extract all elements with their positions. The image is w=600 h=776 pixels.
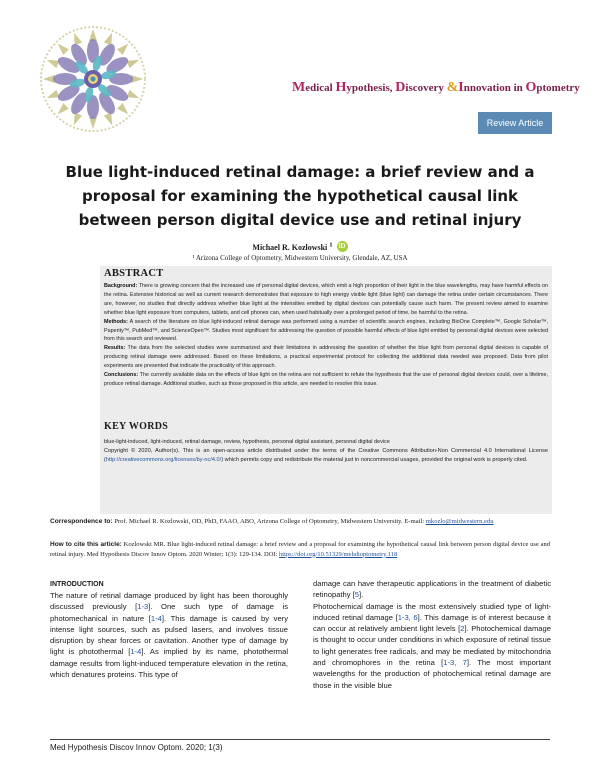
article-title: Blue light-induced retinal damage: a brief review and a proposal for examining the hypothetical causal link between person digital device use and retinal injury (65, 163, 535, 229)
article-type-badge: Review Article (478, 112, 552, 134)
citation-ref[interactable]: 1-3 (137, 602, 149, 612)
citation-ref[interactable]: 1-3, 7 (443, 658, 467, 668)
citation: How to cite this article: Kozlowski MR. Blue light-induced retinal damage: a brief review and a proposal for examining the hypothetical causal link between person digital device use and retinal injury. Med Hypothesis Discov Innov Optom. 2020 Winter; 1(3): 129-134. DOI: https://doi.org/10.51329/mehdioptometry.118 (50, 541, 551, 558)
affiliation: ¹ Arizona College of Optometry, Midwestern University, Glendale, AZ, USA (192, 254, 408, 262)
body-column-left: The nature of retinal damage produced by light has been thoroughly discussed previously [1-3]. One such type of damage is photomechanical in nature [1-4]. This damage is caused by very intense light sources, such as pulsed lasers, and involves tissue disruption by shear forces or cavitation. Another type of damage by light is photothermal [1-4]. As implied by its name, photothermal damage results from light-induced temperature elevation in the retina, which denatures proteins. This type of (50, 591, 289, 680)
correspondence-email-link[interactable]: mkozlo@midwestern.edu (425, 518, 494, 525)
citation-ref[interactable]: 2 (460, 624, 465, 634)
author-affiliation-marker: 1 (329, 241, 333, 249)
abstract-heading: ABSTRACT (104, 268, 164, 279)
abstract-background: Background: There is growing concern that the increased use of personal digital devices, which emit a high proportion of their light in the blue wavelengths, may have harmful effects on the retina. Extensive historical as well as current research demonstrates that exposure to high energy visible light (blue light) can damage the retina under certain circumstances. There are, however, no studies that directly address whether blue light at the intensities emitted by digital devices can potentially cause such harm. The present review aimed to examine whether blue light exposure from computers, tablets, and cell phones can, when used habitually over a prolonged period of time, be harmful to the retina. (104, 283, 549, 316)
keywords-list: blue-light-induced, light-induced, retinal damage, review, hypothesis, personal digital assistant, personal digital device (104, 439, 390, 445)
abstract-results: Results: The data from the selected studies were summarized and their limitations in addressing the question of whether the blue light from personal digital devices is capable of producing retinal damage were addressed. Based on these limitations, a practical experimental protocol for collecting the additional data needed was proposed. Data from pilot experiments are presented that indicate the practicality of this approach. (104, 345, 548, 370)
citation-ref[interactable]: 1-3, 6 (397, 612, 418, 622)
abstract-methods: Methods: A search of the literature on blue light-induced retinal damage was performed using a number of scientific search engines, including BioOne Complete™, Google Scholar™, Paperity™, PubMed™, and ScienceOpen™. Studies most significant for addressing the question of possible harmful effects of blue light emitted by personal digital devices were selected from this search and reviewed. (104, 318, 548, 343)
journal-name: Medical Hypothesis, Discovery &Innovation in Optometry (292, 80, 580, 95)
section-heading-introduction: INTRODUCTION (50, 581, 104, 588)
copyright-notice: Copyright © 2020, Author(s). This is an open-access article distributed under the terms of the Creative Commons Attribution-Non Commercial 4.0 International License (http://creativecommons.org/licenses/by-nc/4.0/) which permits copy and redistribute the material just in noncommercial usages, provided the original work is properly cited. (104, 448, 548, 463)
page-footer: Med Hypothesis Discov Innov Optom. 2020; 1(3) (50, 743, 223, 752)
citation-ref[interactable]: 1-4 (150, 613, 162, 623)
license-link[interactable]: http://creativecommons.org/licenses/by-nc/4.0/ (105, 456, 222, 463)
citation-ref[interactable]: 5 (354, 590, 360, 600)
orcid-icon[interactable]: iD (338, 242, 346, 250)
correspondence: Correspondence to: Prof. Michael R. Kozlowski, OD, PhD, FAAO, ABO, Arizona College of Optometry, Midwestern University. E-mail: mkozlo@midwestern.edu (50, 518, 494, 525)
citation-ref[interactable]: 1-4 (130, 647, 142, 657)
abstract-body (104, 282, 548, 389)
journal-logo-mandala (38, 24, 148, 134)
author-line (0, 241, 600, 252)
doi-link[interactable]: https://doi.org/10.51329/mehdioptometry.118 (279, 550, 398, 558)
body-column-right: damage can have therapeutic applications in the treatment of diabetic retinopathy [5]. Photochemical damage is the most extensively studied type of light-induced retinal damage [1-3, 6]. This damage is of interest because it can occur at relatively ambient light levels [2]. Photochemical damage is thought to occur under conditions in which exposure of retinal tissue to light generates free radicals, and may be mediated by mitochondria and chromophores in the retina [1-3, 7]. The most important wavelengths for the production of photochemical retinal damage are those in the visible blue (313, 579, 551, 690)
footer-divider (50, 739, 550, 740)
author-name[interactable]: Michael R. Kozlowski (252, 243, 328, 252)
keywords-heading: KEY WORDS (104, 421, 169, 432)
abstract-conclusions: Conclusions: The currently available data on the effects of blue light on the retina are not sufficient to refute the hypothesis that the use of personal digital devices could, over a lifetime, produce retinal damage. Additional studies, such as those proposed in this article, are needed to resolve this issue. (104, 372, 548, 387)
